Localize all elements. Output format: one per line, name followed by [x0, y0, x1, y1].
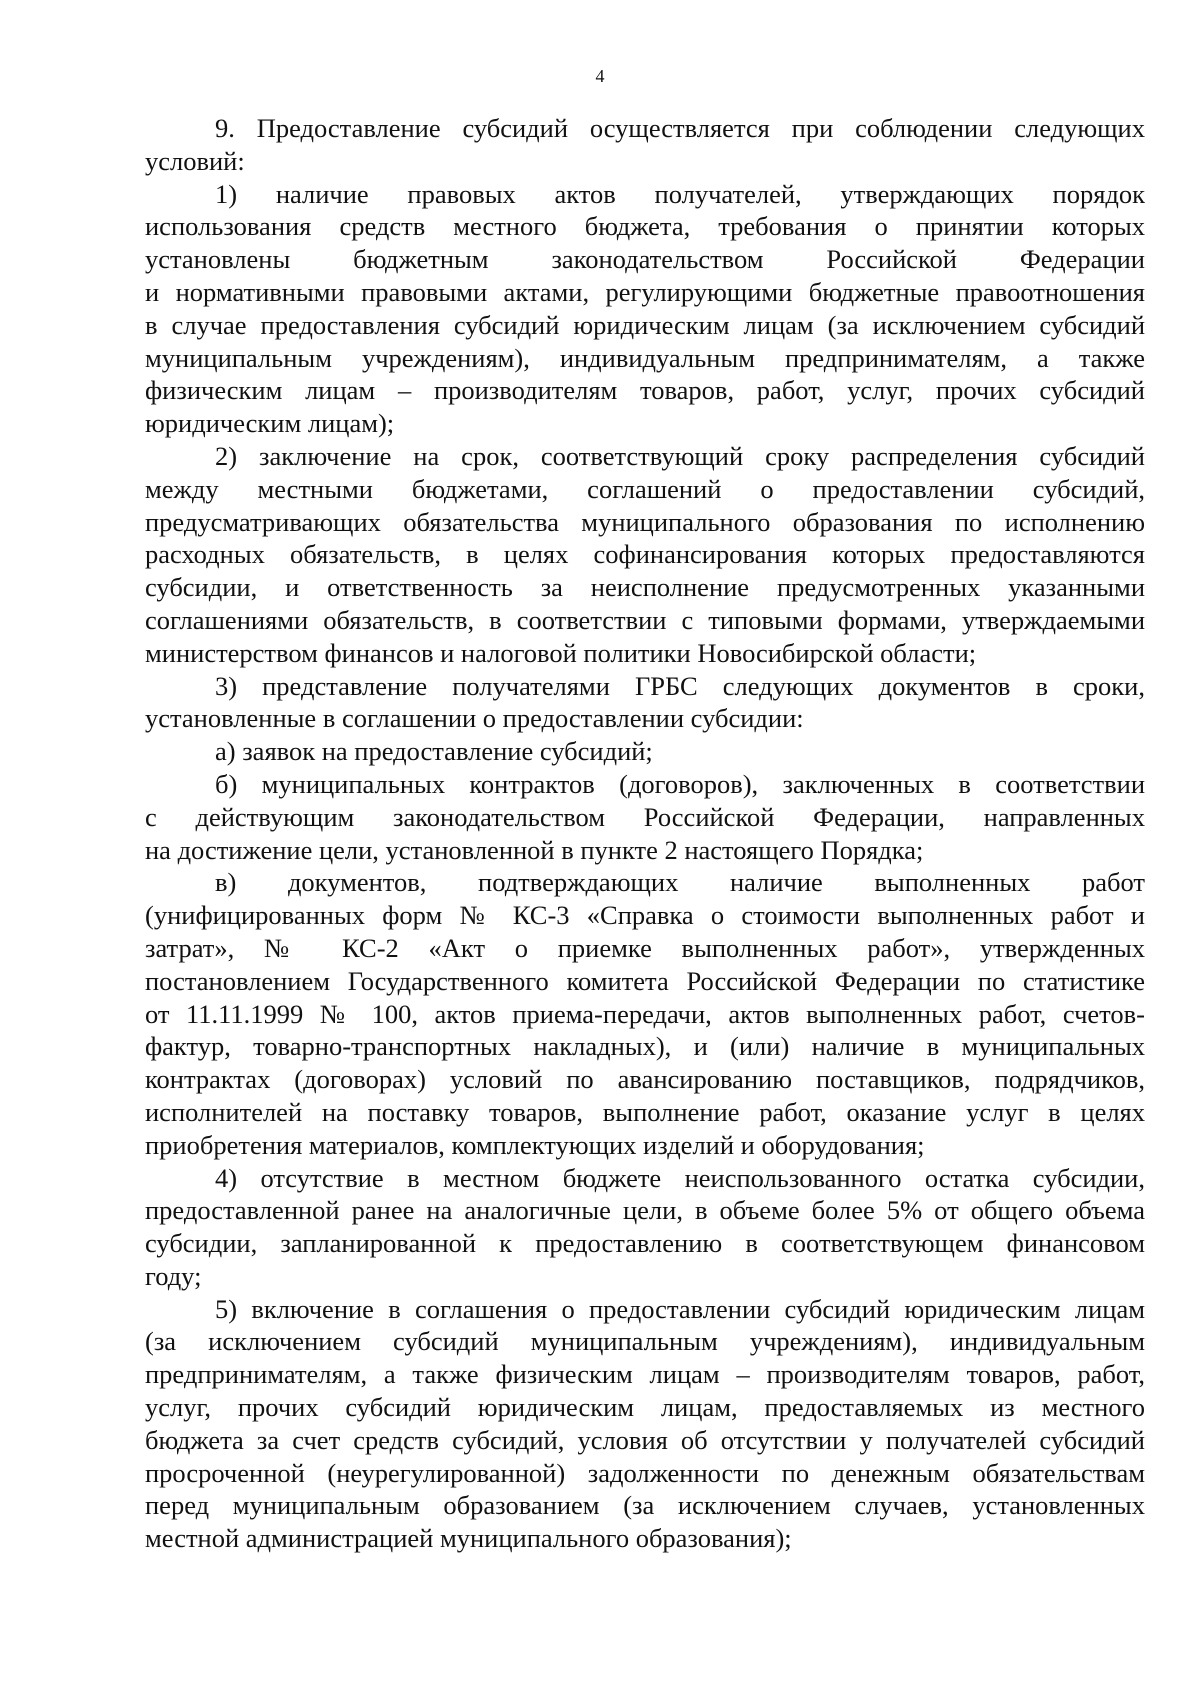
text-line: условий: — [145, 145, 245, 176]
text-line: 3) представление получателями ГРБС следующих документов в сроки, — [215, 670, 1145, 701]
text-line: субсидии, запланированной к предоставлению в соответствующем финансовом — [145, 1228, 1145, 1259]
text-line: министерством финансов и налоговой политики Новосибирской области; — [145, 637, 977, 668]
text-line: (унифицированных форм № КС-3 «Справка о стоимости выполненных работ и — [145, 900, 1145, 931]
text-line: предпринимателям, а также физическим лицам – производителям товаров, работ, — [145, 1359, 1145, 1390]
text-line: в) документов, подтверждающих наличие выполненных работ — [215, 867, 1145, 898]
text-line: (за исключением субсидий муниципальным учреждениям), индивидуальным — [145, 1326, 1145, 1357]
page-number: 4 — [595, 66, 605, 86]
text-line: предоставленной ранее на аналогичные цели, в объеме более 5% от общего объема — [145, 1195, 1145, 1226]
text-line: на достижение цели, установленной в пункте 2 настоящего Порядка; — [145, 834, 924, 865]
document-body — [145, 112, 1145, 1555]
text-line: с действующим законодательством Российской Федерации, направленных — [145, 801, 1145, 832]
text-line: расходных обязательств, в целях софинансирования которых предоставляются — [145, 539, 1145, 570]
text-line: году; — [145, 1260, 202, 1291]
text-line: бюджета за счет средств субсидий, условия об отсутствии у получателей субсидий — [145, 1424, 1145, 1455]
text-line: соглашениями обязательств, в соответствии с типовыми формами, утверждаемыми — [145, 604, 1145, 635]
text-line: исполнителей на поставку товаров, выполнение работ, оказание услуг в целях — [145, 1096, 1145, 1127]
text-line: физическим лицам – производителям товаров, работ, услуг, прочих субсидий — [145, 375, 1145, 406]
text-line: использования средств местного бюджета, требования о принятии которых — [145, 211, 1145, 242]
text-line: от 11.11.1999 № 100, актов приема-передачи, актов выполненных работ, счетов- — [145, 998, 1145, 1029]
text-line: перед муниципальным образованием (за исключением случаев, установленных — [145, 1490, 1145, 1521]
text-line: между местными бюджетами, соглашений о предоставлении субсидий, — [145, 473, 1145, 504]
text-line: 9. Предоставление субсидий осуществляется при соблюдении следующих — [215, 113, 1145, 143]
text-line: приобретения материалов, комплектующих изделий и оборудования; — [145, 1129, 925, 1160]
text-line: постановлением Государственного комитета Российской Федерации по статистике — [145, 965, 1145, 996]
text-line: предусматривающих обязательства муниципального образования по исполнению — [145, 506, 1145, 537]
text-line: 2) заключение на срок, соответствующий сроку распределения субсидий — [215, 440, 1145, 471]
text-line: юридическим лицам); — [145, 408, 395, 439]
text-line: а) заявок на предоставление субсидий; — [215, 736, 653, 767]
text-line: и нормативными правовыми актами, регулирующими бюджетные правоотношения — [145, 276, 1145, 307]
text-line: затрат», № КС-2 «Акт о приемке выполненных работ», утвержденных — [145, 932, 1145, 963]
text-line: субсидии, и ответственность за неисполнение предусмотренных указанными — [145, 572, 1145, 603]
text-line: 1) наличие правовых актов получателей, утверждающих порядок — [215, 178, 1145, 209]
text-line: установлены бюджетным законодательством Российской Федерации — [145, 244, 1145, 275]
text-line: просроченной (неурегулированной) задолженности по денежным обязательствам — [145, 1457, 1145, 1488]
text-line: установленные в соглашении о предоставлении субсидии: — [145, 703, 804, 734]
text-line: муниципальным учреждениям), индивидуальным предпринимателям, а также — [145, 342, 1145, 373]
text-line: в случае предоставления субсидий юридическим лицам (за исключением субсидий — [145, 309, 1145, 340]
text-line: местной администрацией муниципального образования); — [145, 1523, 792, 1554]
text-line: контрактах (договорах) условий по авансированию поставщиков, подрядчиков, — [145, 1064, 1145, 1095]
text-line: услуг, прочих субсидий юридическим лицам, предоставляемых из местного — [145, 1392, 1145, 1423]
text-line: б) муниципальных контрактов (договоров), заключенных в соответствии — [215, 768, 1145, 799]
text-line: 4) отсутствие в местном бюджете неиспользованного остатка субсидии, — [215, 1162, 1145, 1193]
text-line: 5) включение в соглашения о предоставлении субсидий юридическим лицам — [215, 1293, 1145, 1324]
text-line: фактур, товарно-транспортных накладных), и (или) наличие в муниципальных — [145, 1031, 1145, 1062]
